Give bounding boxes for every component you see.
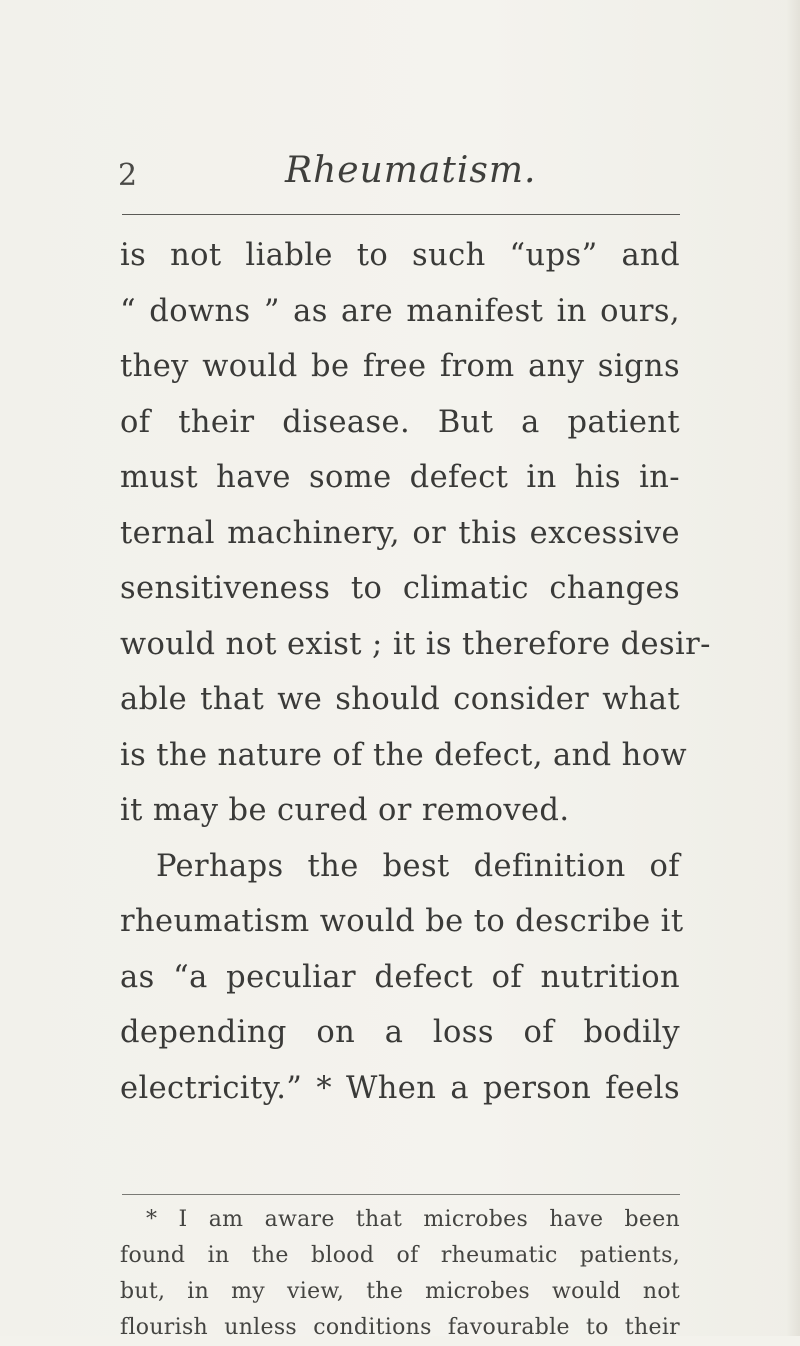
body-line: able that we should consider what [120, 682, 680, 717]
page-number: 2 [118, 158, 138, 193]
running-head [118, 150, 678, 196]
footnote [120, 1202, 680, 1346]
footnote-rule [122, 1194, 680, 1195]
footnote-line: but, in my view, the microbes would not [120, 1279, 680, 1304]
body-line: “ downs ” as are manifest in ours, [120, 293, 680, 329]
header-rule [122, 214, 680, 215]
footnote-line: found in the blood of rheumatic patients, [120, 1243, 680, 1268]
footnote-line: * I am aware that microbes have been [146, 1207, 680, 1232]
body-text [120, 228, 711, 1116]
body-line: depending on a loss of bodily [120, 1015, 680, 1050]
footnote-line: flourish unless conditions favourable to their [120, 1315, 680, 1340]
body-line: would not exist ; it is therefore desir- [120, 626, 711, 662]
body-line: they would be free from any signs [120, 349, 680, 384]
body-line: electricity.” * When a person feels [120, 1070, 680, 1106]
body-line: is the nature of the defect, and how [120, 737, 687, 773]
body-line: must have some defect in his in- [120, 460, 680, 495]
page-edge-shadow [786, 0, 800, 1336]
body-line: sensitiveness to climatic changes [120, 571, 680, 606]
running-title: Rheumatism. [285, 150, 537, 191]
body-line: is not liable to such “ups” and [120, 238, 680, 273]
body-line: rheumatism would be to describe it [120, 904, 684, 939]
body-line: ternal machinery, or this excessive [120, 515, 680, 551]
body-line: of their disease. But a patient [120, 404, 680, 440]
body-line: it may be cured or removed. [120, 793, 570, 828]
body-line: Perhaps the best definition of [156, 848, 680, 884]
body-line: as “a peculiar defect of nutrition [120, 959, 680, 995]
